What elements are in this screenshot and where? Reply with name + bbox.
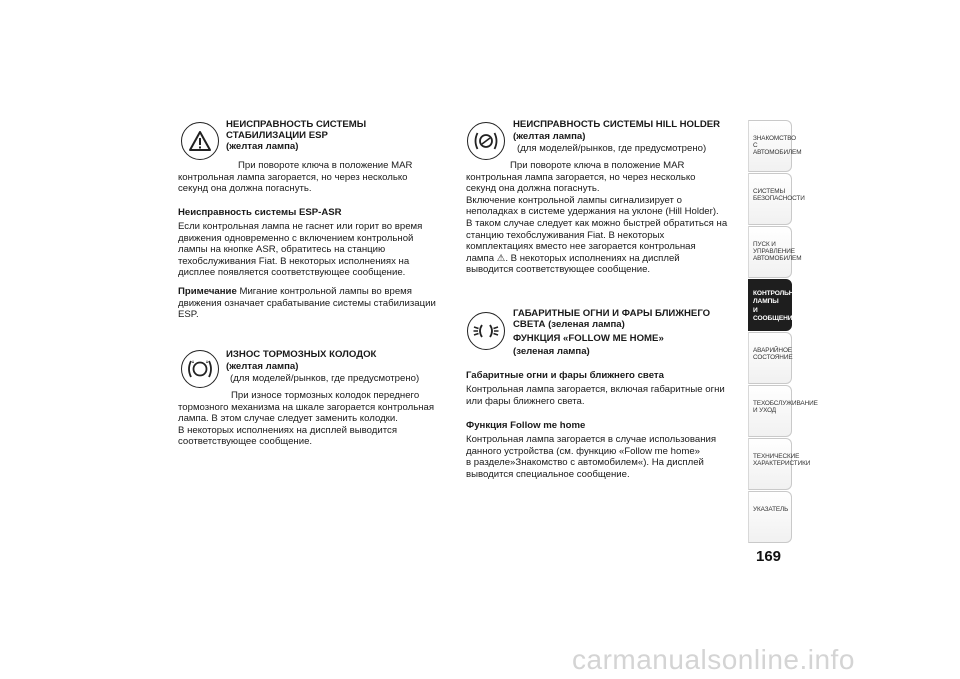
hill-title: НЕИСПРАВНОСТЬ СИСТЕМЫ HILL HOLDER — [513, 119, 721, 130]
note-label: Примечание — [178, 286, 237, 297]
pads-title: ИЗНОС ТОРМОЗНЫХ КОЛОДОК — [226, 349, 377, 360]
note-body: Мигание контрольной лампы во время движения означает срабатывание системы стабилизации ESP. — [178, 286, 436, 321]
tab-getting-to-know[interactable]: ЗНАКОМСТВО С АВТОМОБИЛЕМ — [748, 120, 792, 172]
tab-starting-driving[interactable]: ПУСК И УПРАВЛЕНИЕ АВТОМОБИЛЕМ — [748, 226, 792, 278]
note-block — [178, 286, 468, 321]
lights-heading-2: Функция Follow me home — [466, 420, 586, 431]
page-number: 169 — [756, 548, 782, 565]
asr-heading: Неисправность системы ESP-ASR — [178, 207, 342, 218]
esp-subtitle: (желтая лампа) — [226, 141, 299, 152]
esp-body: При повороте ключа в положение MAR контрольная лампа загорается, но через несколько секунд она должна погаснуть. — [178, 160, 413, 195]
lights-heading-1: Габаритные огни и фары ближнего света — [466, 370, 664, 381]
side-lights-icon — [472, 322, 500, 340]
hill-subtitle-2: (для моделей/рынков, где предусмотрено) — [517, 143, 707, 154]
pads-body: При износе тормозных колодок переднего тормозного механизма на шкале загорается контрольная лампа. В этом случае следует заменить колодки. В некоторых исполнениях на дисплей выводится соответствующее сообщение. — [178, 390, 435, 448]
watermark: carmanualsonline.info — [572, 644, 855, 675]
lights-title: ГАБАРИТНЫЕ ОГНИ И ФАРЫ БЛИЖНЕГО СВЕТА (зеленая лампа) — [513, 308, 711, 330]
lights-title-2: ФУНКЦИЯ «FOLLOW ME HOME» — [513, 333, 664, 344]
tab-warning-lights[interactable]: КОНТРОЛЬНЫЕ ЛАМПЫ И СООБЩЕНИЯ — [748, 279, 792, 331]
brake-pad-icon-frame — [181, 350, 219, 388]
hill-holder-icon — [473, 129, 499, 153]
warning-triangle-icon — [188, 130, 212, 152]
pads-subtitle: (желтая лампа) — [226, 361, 299, 372]
tab-emergency[interactable]: АВАРИЙНОЕ СОСТОЯНИЕ — [748, 332, 792, 384]
lights-subtitle: (зеленая лампа) — [513, 346, 590, 357]
lights-body-1: Контрольная лампа загорается, включая габаритные огни или фары ближнего света. — [466, 384, 725, 407]
esp-warning-icon-frame — [181, 122, 219, 160]
hill-body: При повороте ключа в положение MAR контрольная лампа загорается, но через несколько секунд она должна погаснуть. Включение контрольной лампы сигнализирует о неполадках в системе удержания на уклоне (Hill Holder). В таком случае следует как можно быстрей обратиться на станцию техобслуживания Fiat. В некоторых комплектациях вместо нее загорается контрольная лампа ⚠. В некоторых исполнениях на дисплей выводится соответствующее сообщение. — [466, 160, 728, 276]
esp-title: НЕИСПРАВНОСТЬ СИСТЕМЫ СТАБИЛИЗАЦИИ ESP — [226, 119, 367, 141]
lights-body-2: Контрольная лампа загорается в случае использования данного устройства (см. функцию «Follow me home» в разделе»Знакомство с автомобилем«). На дисплей выводится специальное сообщение. — [466, 434, 717, 480]
tab-safety-systems[interactable]: СИСТЕМЫ БЕЗОПАСНОСТИ — [748, 173, 792, 225]
side-lights-icon-frame — [467, 312, 505, 350]
hill-subtitle: (желтая лампа) — [513, 131, 586, 142]
tab-technical-specs[interactable]: ТЕХНИЧЕСКИЕ ХАРАКТЕРИСТИКИ — [748, 438, 792, 490]
hill-holder-icon-frame — [467, 122, 505, 160]
asr-body: Если контрольная лампа не гаснет или горит во время движения одновременно с включением контрольной лампы на кнопке ASR, обратитесь на станцию техобслуживания Fiat. В некоторых исполнениях на дисплее появляется соответствующее сообщение. — [178, 221, 423, 279]
tab-index[interactable]: УКАЗАТЕЛЬ — [748, 491, 792, 543]
brake-pad-wear-icon — [186, 357, 214, 381]
tab-maintenance[interactable]: ТЕХОБСЛУЖИВАНИЕ И УХОД — [748, 385, 792, 437]
pads-subtitle-2: (для моделей/рынков, где предусмотрено) — [230, 373, 420, 384]
